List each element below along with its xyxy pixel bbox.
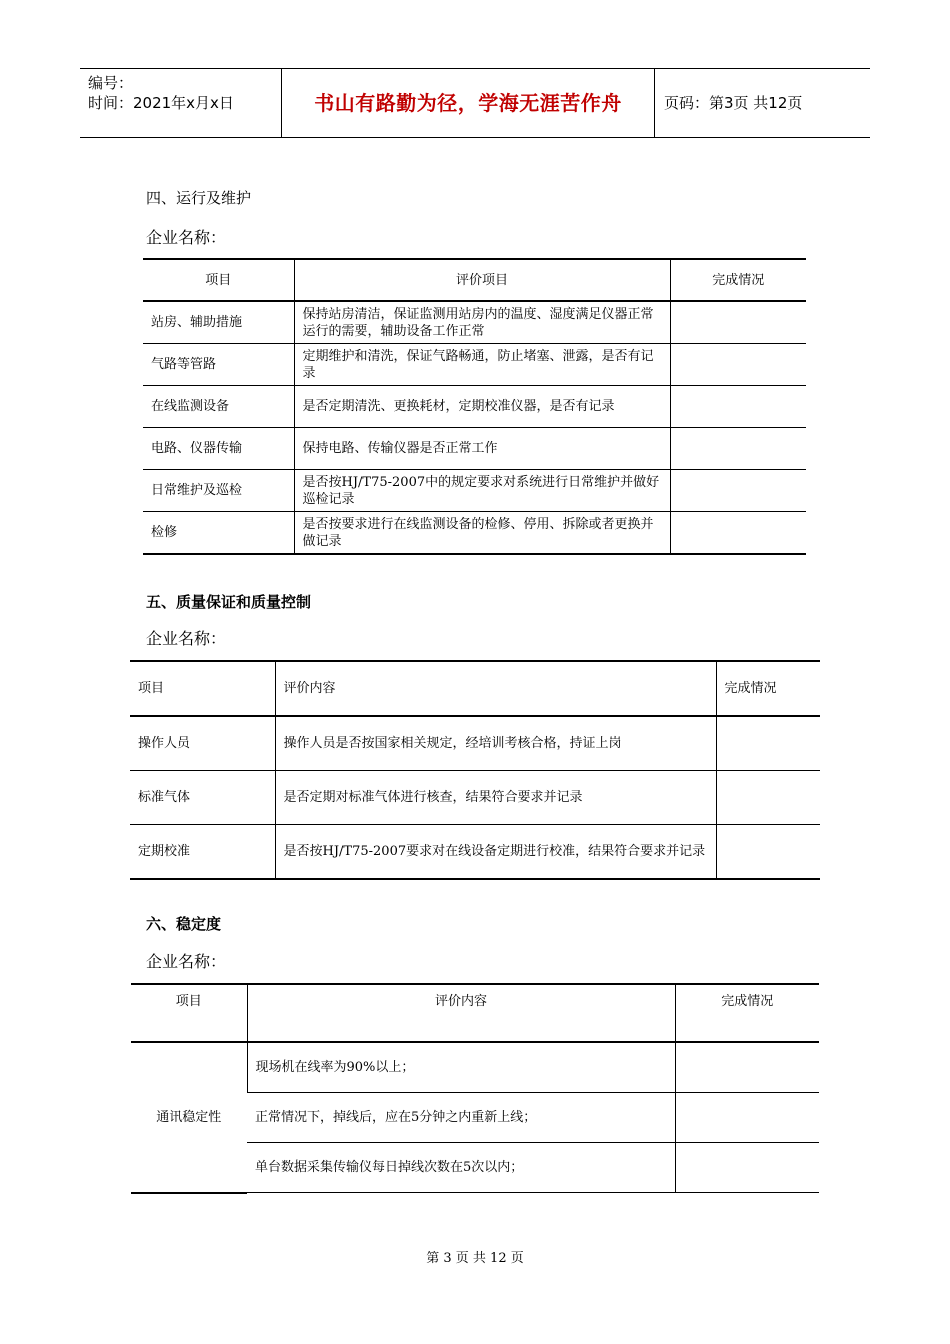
table-row [143,301,806,344]
company-name-label: 企业名称： [146,952,227,971]
company-name-label: 企业名称： [146,629,227,648]
table-row [130,771,820,825]
criteria-cell: 操作人员是否按国家相关规定，经培训考核合格，持证上岗 [275,716,716,771]
status-cell[interactable] [670,512,806,555]
section-title: 四、运行及维护 [146,189,252,207]
stability-table [131,983,819,1194]
status-cell[interactable] [716,825,820,880]
column-header: 项目 [130,661,275,716]
status-cell[interactable] [670,301,806,344]
table-row [130,716,820,771]
item-cell: 气路等管路 [143,344,294,386]
column-header: 评价内容 [247,984,675,1042]
company-name-label: 企业名称： [146,228,227,247]
criteria-cell: 是否按要求进行在线监测设备的检修、停用、拆除或者更换并做记录 [294,512,670,555]
item-cell: 站房、辅助措施 [143,301,294,344]
table-row [131,1042,819,1093]
criteria-cell: 保持站房清洁，保证监测用站房内的温度、湿度满足仪器正常运行的需要，辅助设备工作正常 [294,301,670,344]
column-header: 项目 [131,984,247,1042]
criteria-cell: 是否定期清洗、更换耗材，定期校准仪器，是否有记录 [294,386,670,428]
status-cell[interactable] [716,716,820,771]
column-header: 完成情况 [670,259,806,301]
operation-maintenance-table [143,258,806,555]
table-row [143,470,806,512]
section-title: 五、质量保证和质量控制 [146,593,312,611]
quality-control-table [130,660,820,880]
header-divider [654,69,655,137]
page-footer: 第 3 页 共 12 页 [426,1251,524,1266]
status-cell[interactable] [670,386,806,428]
column-header: 评价项目 [294,259,670,301]
header-motto: 书山有路勤为径，学海无涯苦作舟 [314,91,622,115]
criteria-cell: 正常情况下，掉线后，应在5分钟之内重新上线； [247,1093,675,1143]
table-header-row [130,661,820,716]
table-row [143,344,806,386]
status-cell[interactable] [675,1093,819,1143]
criteria-cell: 是否按HJ/T75-2007要求对在线设备定期进行校准，结果符合要求并记录 [275,825,716,880]
document-date: 时间：2021年x月x日 [88,94,234,112]
item-cell: 日常维护及巡检 [143,470,294,512]
status-cell[interactable] [675,1042,819,1093]
item-cell: 通讯稳定性 [131,1042,247,1193]
status-cell[interactable] [670,470,806,512]
column-header: 评价内容 [275,661,716,716]
status-cell[interactable] [670,428,806,470]
criteria-cell: 定期维护和清洗，保证气路畅通，防止堵塞、泄露，是否有记录 [294,344,670,386]
table-header-row [143,259,806,301]
header-page-number: 页码：第3页 共12页 [664,94,803,112]
status-cell[interactable] [670,344,806,386]
document-number: 编号： [88,74,134,92]
table-header-row [131,984,819,1042]
item-cell: 检修 [151,525,178,540]
criteria-cell: 现场机在线率为90%以上； [247,1042,675,1093]
column-header: 完成情况 [675,984,819,1042]
column-header: 项目 [143,259,294,301]
item-cell: 标准气体 [130,771,275,825]
page-header [80,68,870,138]
item-cell: 电路、仪器传输 [143,428,294,470]
criteria-cell: 保持电路、传输仪器是否正常工作 [294,428,670,470]
criteria-cell: 是否按HJ/T75-2007中的规定要求对系统进行日常维护并做好巡检记录 [294,470,670,512]
header-meta [88,73,234,113]
status-cell[interactable] [675,1143,819,1193]
item-cell: 定期校准 [138,843,191,859]
column-header: 完成情况 [716,661,820,716]
status-cell[interactable] [716,771,820,825]
item-cell: 操作人员 [130,716,275,771]
item-cell: 在线监测设备 [143,386,294,428]
section-title: 六、稳定度 [146,915,222,933]
criteria-cell: 单台数据采集传输仪每日掉线次数在5次以内； [247,1143,675,1193]
table-row [143,386,806,428]
table-row [143,428,806,470]
criteria-cell: 是否定期对标准气体进行核查，结果符合要求并记录 [275,771,716,825]
table-row [143,512,806,555]
table-row [130,825,820,880]
